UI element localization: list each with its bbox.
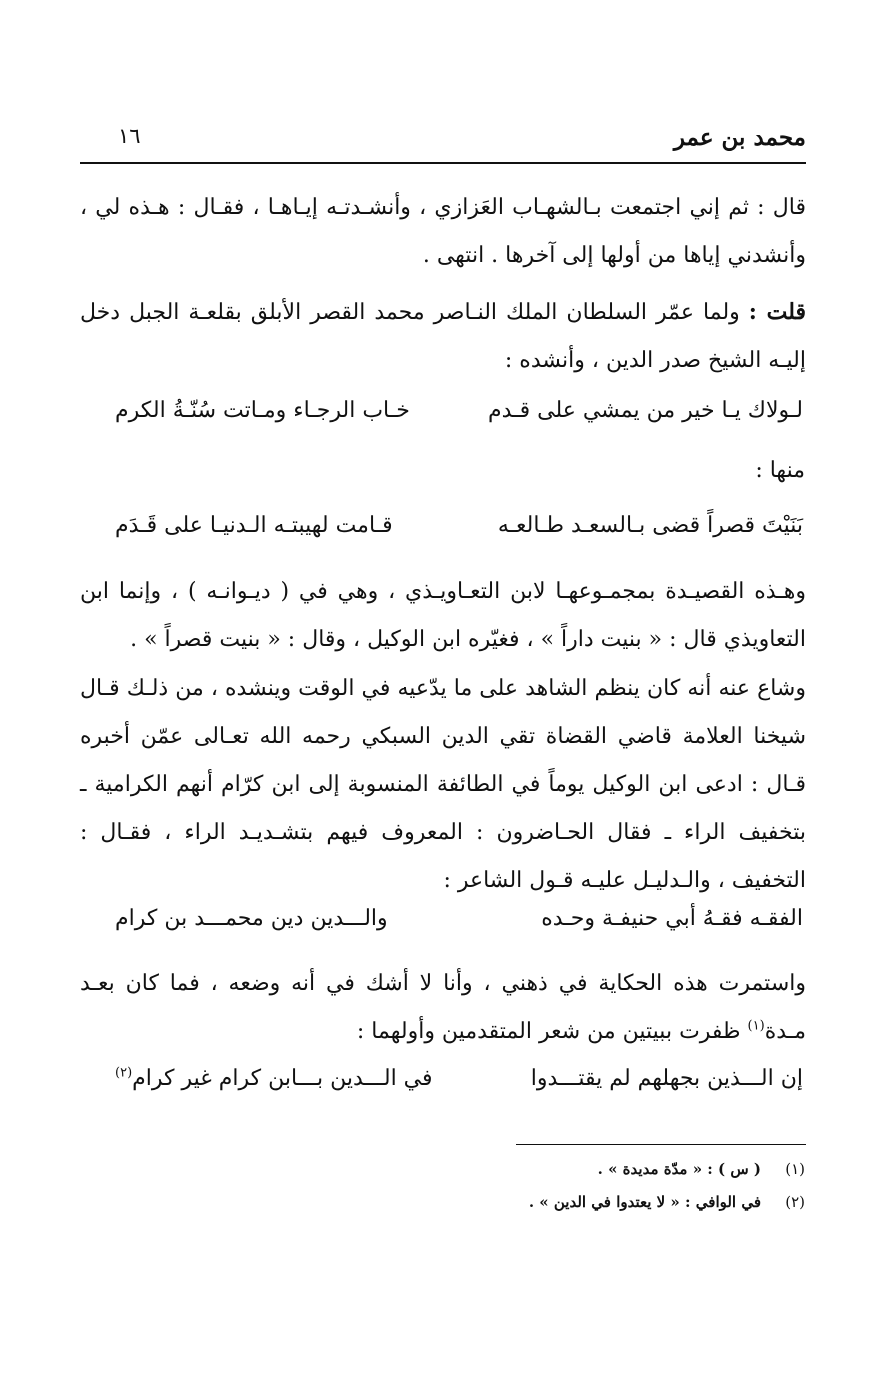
page-header [80, 124, 806, 158]
paragraph-5-text: واستمرت هذه الحكاية في ذهني ، وأنا لا أشك في أنه وضعه ، فما كان بعـد مـدة [80, 971, 806, 1044]
verse-4-second-hemistich-text: في الـــدين بـــابن كرام غير كرام [132, 1066, 433, 1091]
verse-3-second-hemistich: والـــدين دين محمـــد بن كرام [115, 906, 388, 931]
paragraph-1: قال : ثم إني اجتمعت بـالشهـاب العَزازي ، وأنشـدتـه إيـاهـا ، فقـال : هـذه لي ، وأنشدني إياها من أولها إلى آخرها . انتهى . [80, 195, 806, 268]
footnote-marker-1[interactable]: (١) [747, 1018, 765, 1034]
footnote-1-number: (١) [785, 1160, 805, 1178]
footnote-1-text: ( س ) : « مدّة مديدة » . [597, 1160, 761, 1178]
footnote-2-text: في الوافي : « لا يعتدوا في الدين » . [528, 1193, 761, 1211]
header-divider [80, 162, 806, 164]
page-number: ١٦ [118, 124, 141, 148]
paragraph-2 [80, 288, 806, 385]
verse-4-second-hemistich [115, 1066, 433, 1091]
paragraph-2-text: ولما عمّر السلطان الملك النـاصر محمد القصر الأبلق بقلعـة الجبل دخل إليـه الشيخ صدر الدين ، وأنشده : [80, 300, 806, 373]
verse-2-first-hemistich: بَنَيْتَ قصراً قضى بـالسعـد طـالعـه [497, 513, 803, 538]
verse-2-second-hemistich: قـامت لهيبتـه الـدنيـا على قَـدَم [115, 513, 393, 538]
paragraph-3: وهـذه القصيـدة بمجمـوعهـا لابن التعـاويـذي ، وهي في ( ديـوانـه ) ، وإنما ابن التعاويذي قال : « بنيت داراً » ، فغيّره ابن الوكيل ، وقال : « بنيت قصراً » . [80, 579, 806, 652]
minha-label: منها : [755, 458, 805, 483]
paragraph-5-text-2: ظفرت ببيتين من شعر المتقدمين وأولهما : [356, 1019, 748, 1044]
paragraph-2-lead: قلت : [748, 299, 806, 325]
paragraph-4: وشاع عنه أنه كان ينظم الشاهد على ما يدّعيه في الوقت وينشده ، من ذلـك قـال شيخنا العلامة قاضي القضاة تقي الدين السبكي رحمه الله تعـالى عمّن أخبره قـال : ادعى ابن الوكيل يوماً في الطائفة المنسوبة إلى ابن كرّام أنهم الكرامية ـ بتخفيف الراء ـ فقال الحـاضرون : المعروف فيهم بتشـديـد الراء ، فقـال : التخفيف ، والـدليـل عليـه قـول الشاعر : [80, 676, 806, 893]
footnote-1 [598, 1160, 805, 1178]
footnote-2-number: (٢) [785, 1193, 805, 1211]
footnote-marker-2[interactable]: (٢) [115, 1065, 133, 1081]
verse-1-first-hemistich: لـولاك يـا خير من يمشي على قـدم [487, 398, 803, 423]
footnote-divider [516, 1144, 806, 1145]
running-title: محمد بن عمر [673, 124, 806, 151]
verse-3-first-hemistich: الفقـه فقـهُ أبي حنيفـة وحـده [541, 906, 803, 931]
footnote-2 [529, 1193, 805, 1211]
verse-4-first-hemistich: إن الـــذين بجهلهم لم يقتـــدوا [530, 1066, 803, 1091]
verse-1-second-hemistich: خـاب الرجـاء ومـاتت سُنّـةُ الكرم [115, 398, 410, 423]
paragraph-5 [80, 960, 806, 1056]
